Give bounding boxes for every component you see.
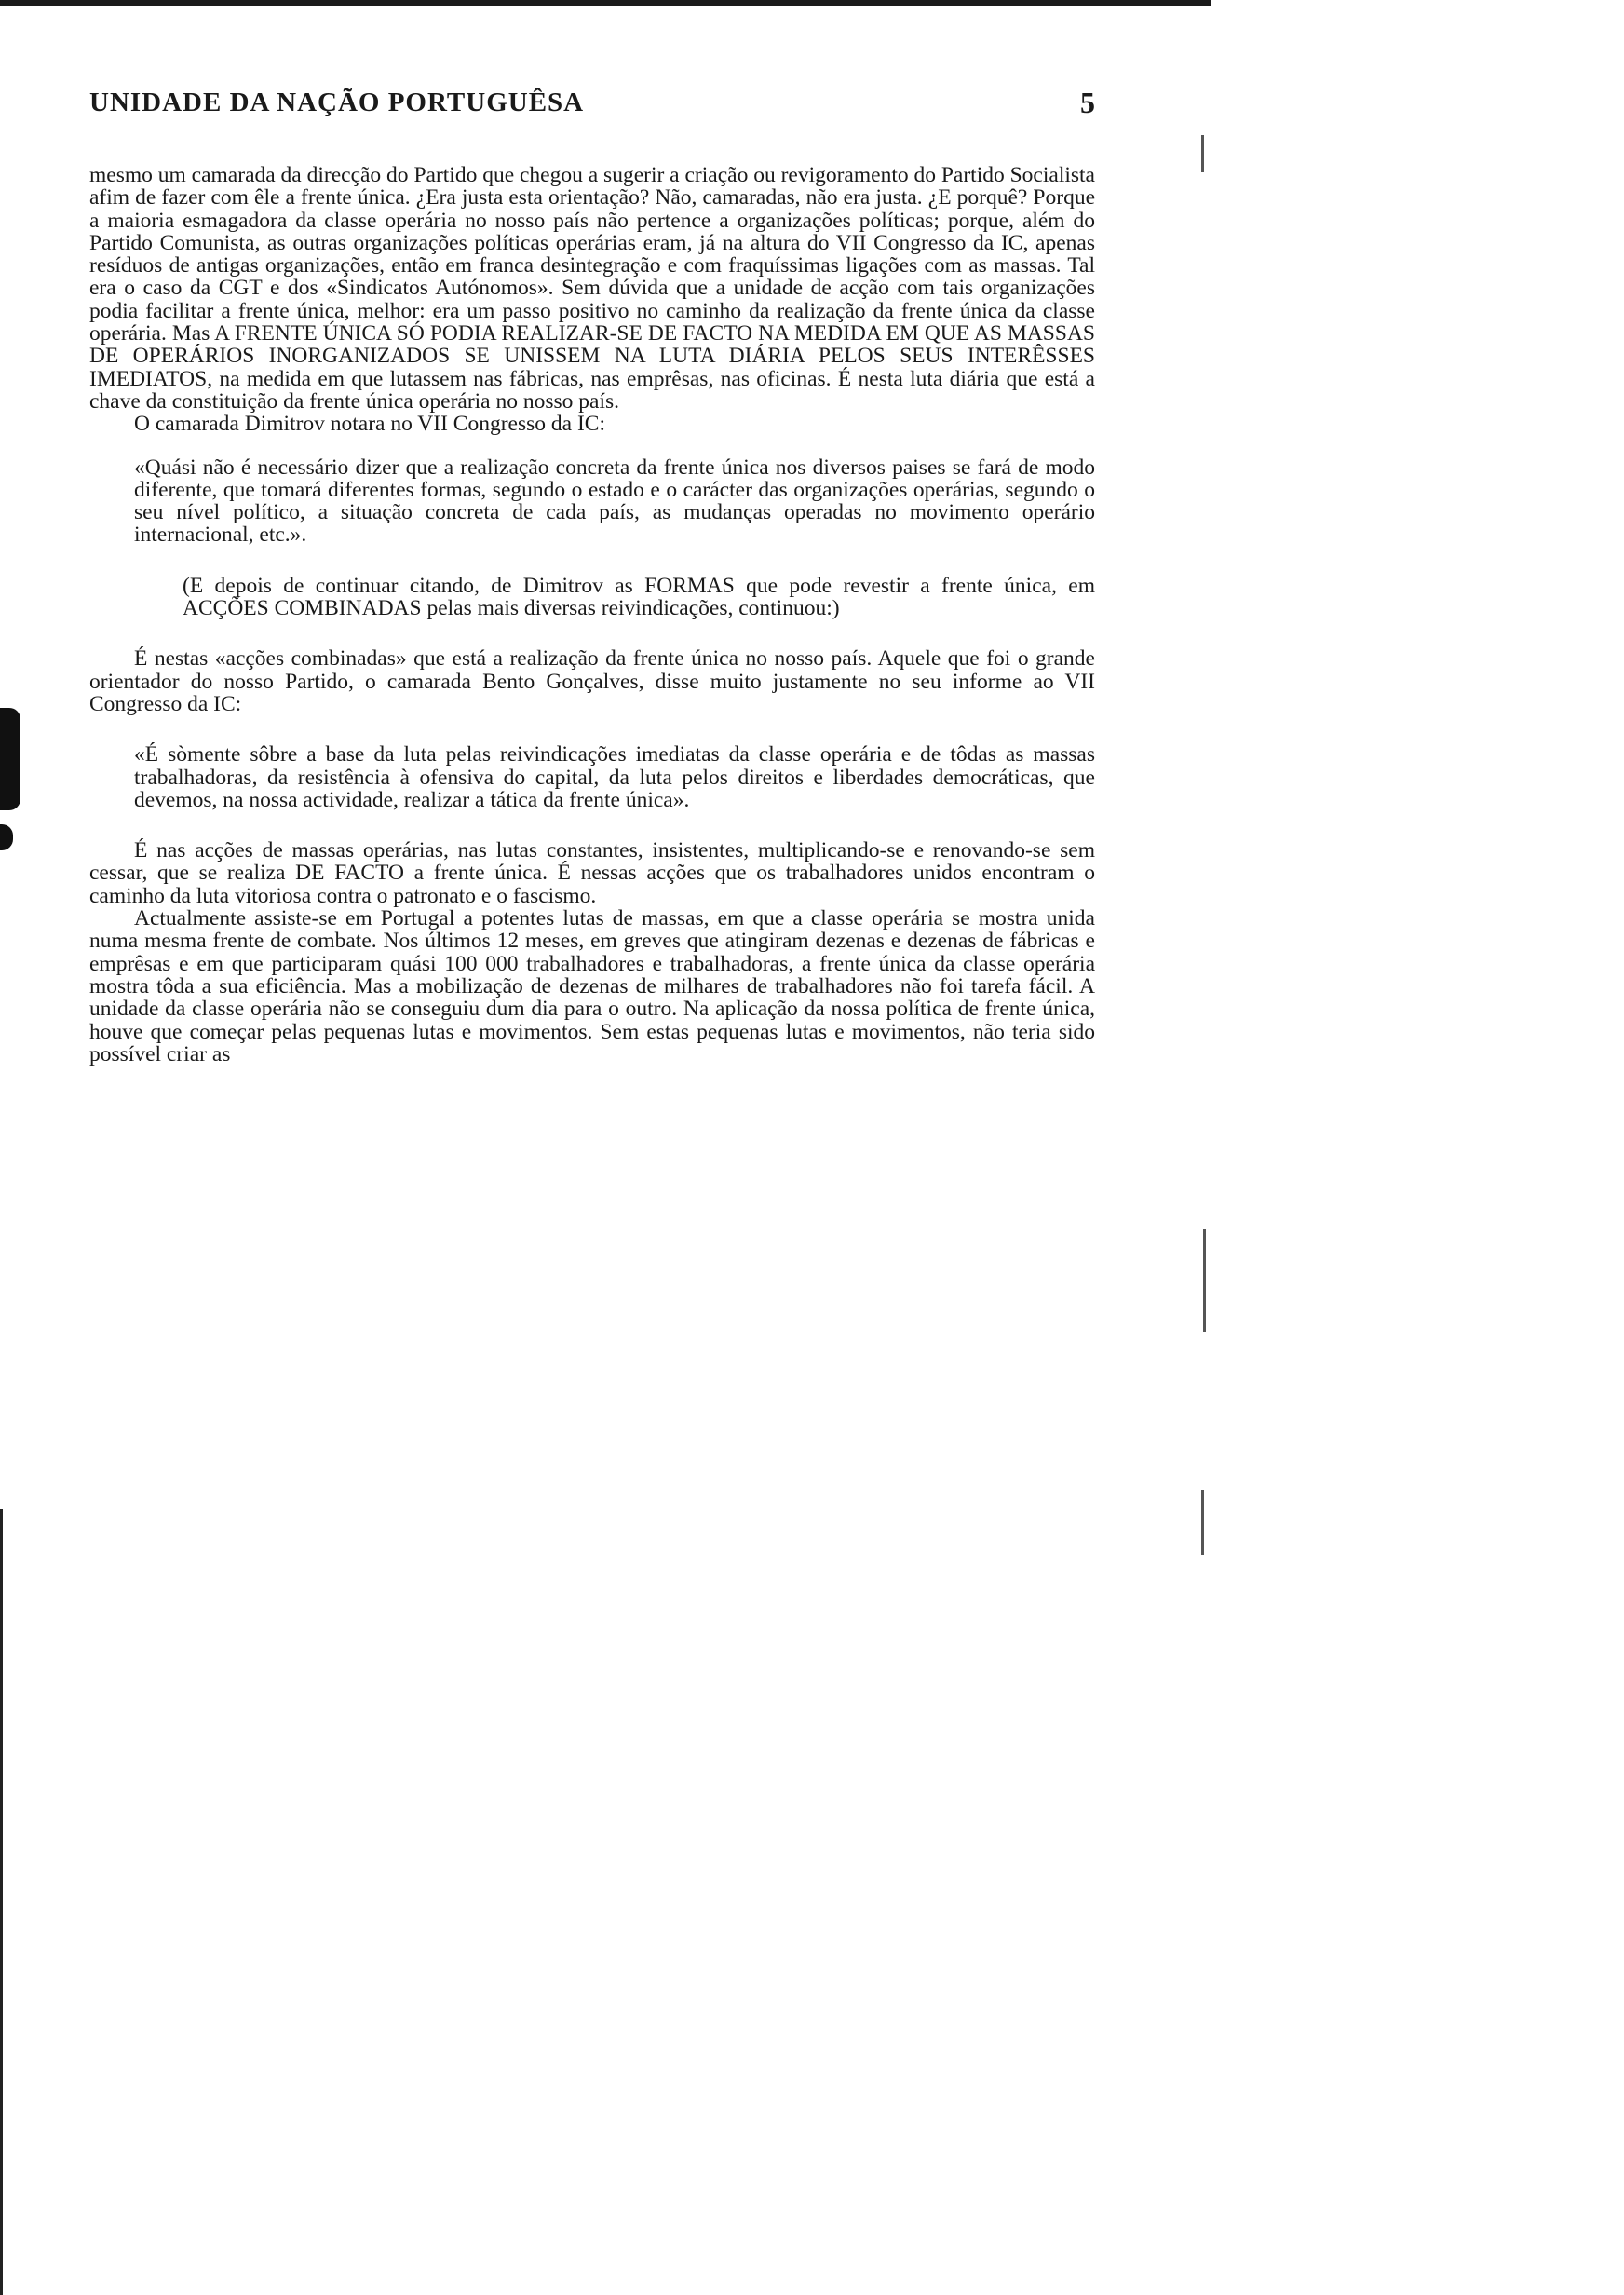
paragraph: É nas acções de massas operárias, nas lutas constantes, insistentes, multiplicando-se e renovando-se sem cessar, que se realiza DE FACTO a frente única. É nessas acções que os trabalhadores unidos encontram o caminho da luta vitoriosa contra o patronato e o fascismo.: [89, 838, 1095, 908]
body-text: [89, 164, 1095, 1066]
editorial-note: (E depois de continuar citando, de Dimitrov as FORMAS que pode revestir a frente única, em ACÇÕES COMBINADAS pelas mais diversas reivindicações, continuou:): [183, 573, 1095, 621]
scan-edge-tick: [1201, 135, 1204, 172]
running-head: UNIDADE DA NAÇÃO PORTUGUÊSA: [89, 88, 585, 117]
scan-edge-mark: [0, 824, 13, 850]
paragraph: Actualmente assiste-se em Portugal a potentes lutas de massas, em que a classe operária se mostra unida numa mesma frente de combate. Nos últimos 12 meses, em greves que atingiram dezenas e dezenas de fábricas e emprêsas e em que participaram quási 100 000 trabalhadores e trabalhadoras, a frente única da classe operária mostra tôda a sua eficiência. Mas a mobilização de dezenas de milhares de trabalhadores não foi tarefa fácil. A unidade da classe operária não se conseguiu dum dia para o outro. Na aplicação da nossa política de frente única, houve que começar pelas pequenas lutas e movimentos. Sem estas pequenas lutas e movimentos, não teria sido possível criar as: [89, 906, 1095, 1066]
scan-edge-line: [0, 1509, 3, 2295]
block-quote: «Quási não é necessário dizer que a realização concreta da frente única nos diversos paises se fará de modo diferente, que tomará diferentes formas, segundo o estado e o carácter das organizações operárias, segundo o seu nível político, a situação concreta de cada país, as mudanças operadas no movimento operário internacional, etc.».: [134, 455, 1095, 548]
scan-edge-tick: [1203, 1229, 1206, 1332]
paragraph: É nestas «acções combinadas» que está a realização da frente única no nosso país. Aquele que foi o grande orientador do nosso Partido, o camarada Bento Gonçalves, disse muito justamente no seu informe ao VII Congresso da IC:: [89, 646, 1095, 716]
paragraph: mesmo um camarada da direcção do Partido que chegou a sugerir a criação ou revigoramento do Partido Socialista afim de fazer com êle a frente única. ¿Era justa esta orientação? Não, camaradas, não era justa. ¿E porquê? Porque a maioria esmagadora da classe operária no nosso país não pertence a organizações políticas; porque, além do Partido Comunista, as outras organizações políticas operárias eram, já na altura do VII Congresso da IC, apenas resíduos de antigas organizações, então em franca desintegração e com fraquíssimas ligações com as massas. Tal era o caso da CGT e dos «Sindicatos Autónomos». Sem dúvida que a unidade de acção com tais organizações podia facilitar a frente única, melhor: era um passo positivo no caminho da realização da frente única da classe operária. Mas A FRENTE ÚNICA SÓ PODIA REALIZAR-SE DE FACTO NA MEDIDA EM QUE AS MASSAS DE OPERÁRIOS INORGANIZADOS SE UNISSEM NA LUTA DIÁRIA PELOS SEUS INTERÊSSES IMEDIATOS, na medida em que lutassem nas fábricas, nas emprêsas, nas oficinas. É nesta luta diária que está a chave da constituição da frente única operária no nosso país.: [89, 163, 1095, 414]
scan-edge-tick: [1201, 1490, 1204, 1555]
paragraph: O camarada Dimitrov notara no VII Congresso da IC:: [134, 412, 605, 437]
page-number: 5: [1080, 86, 1095, 119]
block-quote: «É sòmente sôbre a base da luta pelas reivindicações imediatas da classe operária e de tôdas as massas trabalhadoras, da resistência à ofensiva do capital, da luta pelos direitos e liberdades democráticas, que devemos, na nossa actividade, realizar a tática da frente única».: [134, 742, 1095, 812]
scan-edge-mark: [0, 708, 20, 810]
page-header: [89, 84, 1095, 130]
top-border-rule: [0, 0, 1211, 6]
